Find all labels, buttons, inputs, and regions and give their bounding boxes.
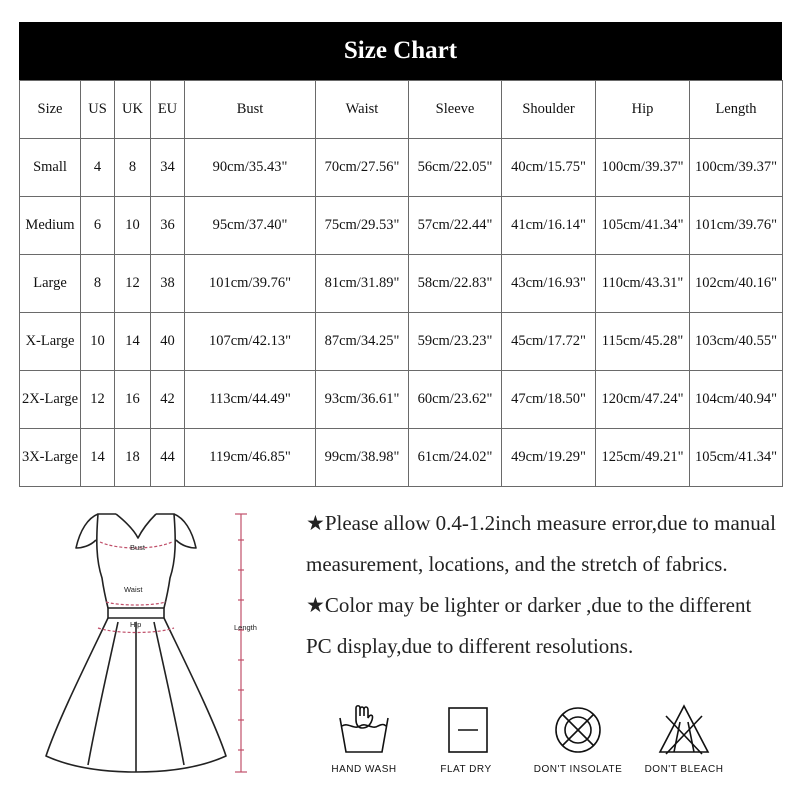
table-cell: 61cm/24.02" — [409, 429, 502, 487]
dress-measurement-diagram — [38, 500, 288, 790]
table-cell: 81cm/31.89" — [316, 255, 409, 313]
table-row — [20, 313, 783, 371]
table-cell: 120cm/47.24" — [596, 371, 690, 429]
table-cell: 4 — [81, 139, 115, 197]
hand-wash-icon — [334, 702, 394, 756]
size-chart-title: Size Chart — [19, 22, 782, 80]
table-cell: 95cm/37.40" — [185, 197, 316, 255]
care-hand-wash — [318, 702, 410, 775]
hand-wash-label: HAND WASH — [331, 764, 397, 775]
table-cell: 8 — [81, 255, 115, 313]
table-cell: 10 — [81, 313, 115, 371]
hip-label: Hip — [130, 620, 142, 629]
size-table — [19, 80, 783, 487]
table-cell: 105cm/41.34" — [690, 429, 783, 487]
table-cell: 101cm/39.76" — [690, 197, 783, 255]
table-cell: 99cm/38.98" — [316, 429, 409, 487]
dont-insolate-icon — [548, 702, 608, 756]
table-cell: 119cm/46.85" — [185, 429, 316, 487]
table-cell: 47cm/18.50" — [502, 371, 596, 429]
table-cell: 42 — [151, 371, 185, 429]
column-header: Size — [20, 81, 81, 139]
table-cell: 12 — [81, 371, 115, 429]
note-measure-error: ★Please allow 0.4-1.2inch measure error,due to manual measurement, locations, and the stretch of fabrics. — [306, 511, 776, 576]
table-cell: 45cm/17.72" — [502, 313, 596, 371]
table-cell: 75cm/29.53" — [316, 197, 409, 255]
table-cell: 36 — [151, 197, 185, 255]
care-dont-insolate — [532, 702, 624, 775]
dont-bleach-icon — [654, 702, 714, 756]
table-cell: 41cm/16.14" — [502, 197, 596, 255]
size-name-cell: Medium — [20, 197, 81, 255]
size-name-cell: Large — [20, 255, 81, 313]
column-header: Hip — [596, 81, 690, 139]
size-name-cell: 2X-Large — [20, 371, 81, 429]
table-cell: 104cm/40.94" — [690, 371, 783, 429]
table-cell: 14 — [115, 313, 151, 371]
column-header: UK — [115, 81, 151, 139]
table-cell: 6 — [81, 197, 115, 255]
column-header: Shoulder — [502, 81, 596, 139]
table-cell: 70cm/27.56" — [316, 139, 409, 197]
table-cell: 90cm/35.43" — [185, 139, 316, 197]
table-cell: 125cm/49.21" — [596, 429, 690, 487]
table-row — [20, 429, 783, 487]
table-cell: 100cm/39.37" — [690, 139, 783, 197]
table-cell: 102cm/40.16" — [690, 255, 783, 313]
table-row — [20, 371, 783, 429]
table-cell: 59cm/23.23" — [409, 313, 502, 371]
table-cell: 110cm/43.31" — [596, 255, 690, 313]
waist-label: Waist — [124, 585, 143, 594]
table-cell: 43cm/16.93" — [502, 255, 596, 313]
column-header: Waist — [316, 81, 409, 139]
table-cell: 34 — [151, 139, 185, 197]
table-cell: 100cm/39.37" — [596, 139, 690, 197]
table-cell: 58cm/22.83" — [409, 255, 502, 313]
column-header: Sleeve — [409, 81, 502, 139]
flat-dry-label: FLAT DRY — [440, 764, 492, 775]
table-cell: 115cm/45.28" — [596, 313, 690, 371]
table-row — [20, 255, 783, 313]
table-cell: 16 — [115, 371, 151, 429]
table-body — [20, 139, 783, 487]
table-cell: 87cm/34.25" — [316, 313, 409, 371]
bust-label: Bust — [130, 543, 146, 552]
column-header: US — [81, 81, 115, 139]
size-name-cell: 3X-Large — [20, 429, 81, 487]
table-cell: 56cm/22.05" — [409, 139, 502, 197]
column-header: Length — [690, 81, 783, 139]
table-cell: 38 — [151, 255, 185, 313]
table-cell: 113cm/44.49" — [185, 371, 316, 429]
size-name-cell: X-Large — [20, 313, 81, 371]
table-header-row — [20, 81, 783, 139]
table-cell: 93cm/36.61" — [316, 371, 409, 429]
table-cell: 105cm/41.34" — [596, 197, 690, 255]
table-row — [20, 139, 783, 197]
table-cell: 40cm/15.75" — [502, 139, 596, 197]
size-name-cell: Small — [20, 139, 81, 197]
table-cell: 40 — [151, 313, 185, 371]
care-dont-bleach — [638, 702, 730, 775]
table-cell: 10 — [115, 197, 151, 255]
column-header: Bust — [185, 81, 316, 139]
table-cell: 107cm/42.13" — [185, 313, 316, 371]
notes-block — [306, 503, 776, 667]
table-cell: 18 — [115, 429, 151, 487]
table-cell: 103cm/40.55" — [690, 313, 783, 371]
length-label: Length — [234, 623, 257, 632]
dont-bleach-label: DON'T BLEACH — [644, 764, 724, 775]
flat-dry-icon — [436, 702, 496, 756]
table-cell: 44 — [151, 429, 185, 487]
note-color: ★Color may be lighter or darker ,due to the different PC display,due to different resolutions. — [306, 593, 752, 658]
dont-insolate-label: DON'T INSOLATE — [533, 764, 623, 775]
table-cell: 101cm/39.76" — [185, 255, 316, 313]
table-cell: 49cm/19.29" — [502, 429, 596, 487]
table-cell: 8 — [115, 139, 151, 197]
column-header: EU — [151, 81, 185, 139]
table-cell: 14 — [81, 429, 115, 487]
table-row — [20, 197, 783, 255]
table-cell: 57cm/22.44" — [409, 197, 502, 255]
table-cell: 12 — [115, 255, 151, 313]
care-flat-dry — [420, 702, 512, 775]
table-cell: 60cm/23.62" — [409, 371, 502, 429]
